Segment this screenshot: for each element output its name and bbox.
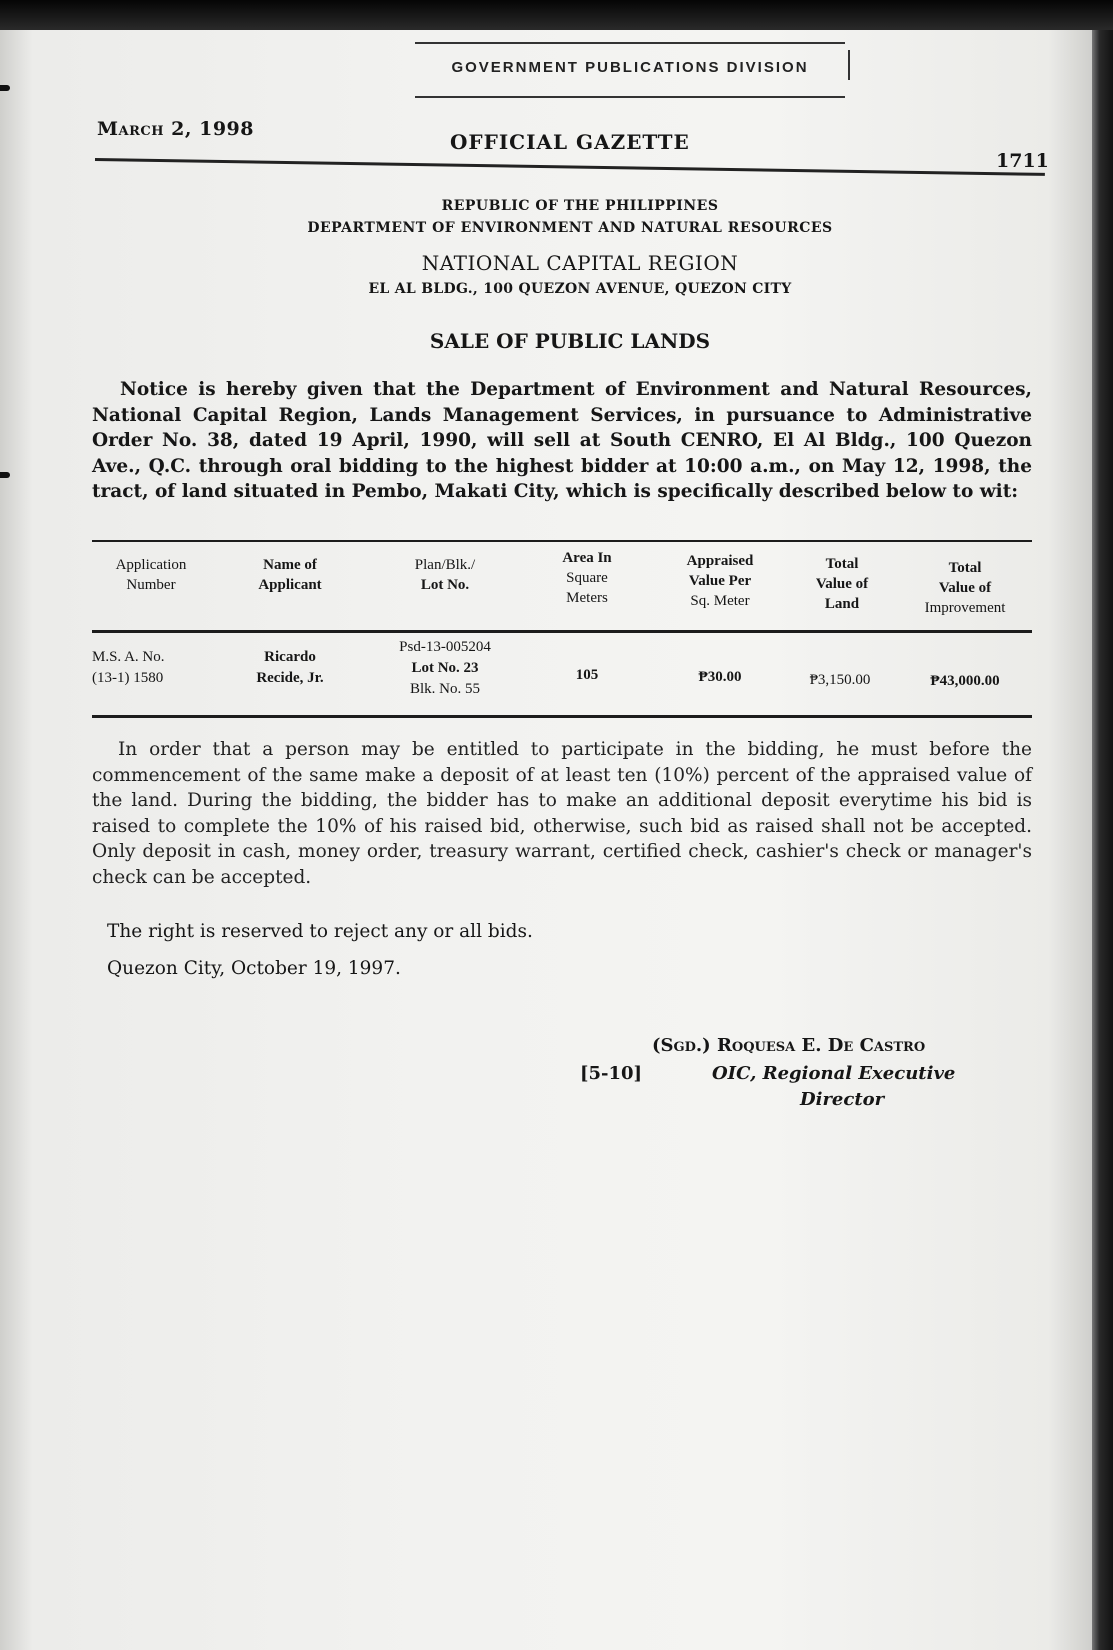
cell-applicant-name: Ricardo Recide, Jr. (256, 649, 324, 686)
stamp-bar (848, 50, 850, 80)
binding-spine (1092, 30, 1113, 1650)
table-header-rule (92, 630, 1032, 633)
col-header-appraised-value: Appraised Value Per Sq. Meter (686, 553, 754, 609)
col-header-plan-lot: Plan/Blk./ Lot No. (414, 557, 476, 593)
notice-paragraph: Notice is hereby given that the Department of Environment and Natural Resources, National Capital Region, Lands Management Services, in pursuance to Administrative Order No. 38, dated 19 April, 1990, will sell at South CENRO, El Al Bldg., 100 Quezon Ave., Q.C. through oral bidding to the highest bidder at 10:00 a.m., on May 12, 1998, the tract, of land situated in Pembo, Makati City, which is specifically described below to wit: (92, 379, 1032, 502)
place-date: Quezon City, October 19, 1997. (107, 958, 401, 979)
agency-department: DEPARTMENT OF ENVIRONMENT AND NATURAL RESOURCES (307, 220, 833, 236)
binding-mark (0, 85, 10, 91)
page-number: 1711 (996, 150, 1049, 172)
signatory-name: (Sgd.) Roquesa E. De Castro (652, 1035, 926, 1056)
cell-total-improvement: ₱43,000.00 (930, 673, 1000, 689)
cell-plan-lot: Psd-13-005204 Lot No. 23 Blk. No. 55 (399, 639, 491, 697)
issue-date: March 2, 1998 (97, 118, 254, 140)
col-header-application: Application Number (115, 557, 187, 593)
signatory-position: OIC, Regional Executive (712, 1063, 956, 1084)
publication-title: OFFICIAL GAZETTE (450, 130, 690, 154)
agency-republic: REPUBLIC OF THE PHILIPPINES (441, 198, 719, 214)
reference-code: [5-10] (580, 1063, 643, 1084)
cell-total-land: ₱3,150.00 (809, 672, 871, 688)
deposit-paragraph: In order that a person may be entitled to participate in the bidding, he must before the commencement of the same make a deposit of at least ten (10%) percent of the appraised value of the land. During the bidding, the bidder has to make an additional deposit everytime his bid is raised to complete the 10% of his raised bid, otherwise, such bid as raised shall not be accepted. Only deposit in cash, money order, treasury warrant, certified check, cashier's check or manager's check can be accepted. (92, 739, 1032, 888)
cell-application-number: M.S. A. No. (13-1) 1580 (92, 649, 165, 686)
cell-area: 105 (575, 667, 599, 683)
signatory-position-line2: Director (800, 1089, 885, 1110)
agency-region: NATIONAL CAPITAL REGION (421, 251, 739, 275)
col-header-total-improvement: Total Value of Improvement (924, 560, 1006, 616)
col-header-applicant: Name of Applicant (258, 557, 322, 593)
reservation-line: The right is reserved to reject any or all bids. (107, 921, 533, 942)
col-header-area: Area In Square Meters (562, 550, 612, 606)
notice-title: SALE OF PUBLIC LANDS (429, 329, 711, 353)
table-top-rule (92, 540, 1032, 542)
col-header-total-land: Total Value of Land (815, 556, 869, 612)
binding-mark (0, 472, 10, 478)
cell-appraised-value: ₱30.00 (698, 669, 742, 685)
table-bottom-rule (92, 715, 1032, 718)
agency-address: EL AL BLDG., 100 QUEZON AVENUE, QUEZON CITY (368, 281, 792, 297)
division-stamp: GOVERNMENT PUBLICATIONS DIVISION (415, 42, 845, 98)
